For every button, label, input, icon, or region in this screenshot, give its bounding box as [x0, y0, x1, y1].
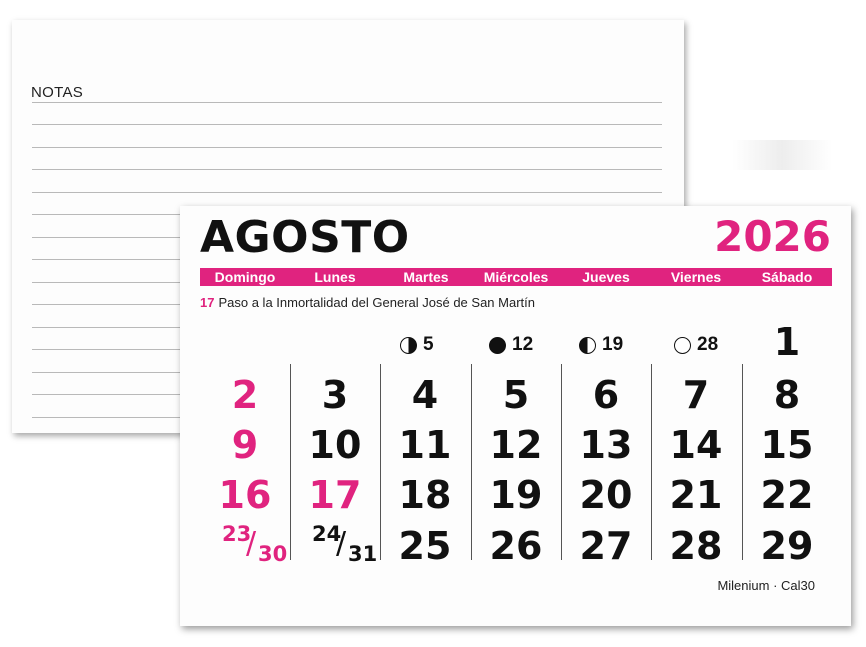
moon-phase [400, 334, 434, 356]
first-quarter-moon-icon [400, 337, 417, 354]
weekday-label: Viernes [670, 269, 722, 285]
full-moon-icon [674, 337, 691, 354]
date-cell: 1 [773, 320, 801, 364]
background-smudge [732, 140, 832, 170]
holiday-day: 17 [200, 295, 215, 310]
holiday-note [200, 295, 535, 310]
date-cell: 8 [773, 373, 801, 417]
brand-label: Milenium · Cal30 [717, 578, 815, 593]
notes-line [32, 102, 662, 103]
month-title: AGOSTO [200, 212, 410, 263]
date-cell: 20 [579, 473, 633, 517]
moon-phase-day: 12 [512, 334, 534, 355]
date-separator: / [336, 526, 347, 561]
notes-line [32, 192, 662, 193]
new-moon-icon [489, 337, 506, 354]
calendar-card [180, 206, 851, 626]
date-cell: 25 [398, 524, 452, 568]
weekday-label: Sábado [761, 269, 813, 285]
date-cell: 29 [760, 524, 814, 568]
date-cell: 13 [579, 423, 633, 467]
notes-line [32, 124, 662, 125]
notes-line [32, 147, 662, 148]
weekday-label: Domingo [214, 269, 276, 285]
weekday-header [200, 268, 832, 286]
date-cell: 22 [760, 473, 814, 517]
date-number: 30 [258, 542, 288, 566]
holiday-text: Paso a la Inmortalidad del General José de San Martín [218, 295, 535, 310]
moon-phase-day: 28 [697, 334, 719, 355]
date-number: 23 [222, 522, 252, 546]
date-cell: 12 [489, 423, 543, 467]
date-cell: 4 [411, 373, 439, 417]
date-cell-combined [290, 522, 380, 572]
weekday-label: Jueves [582, 269, 630, 285]
date-cell: 28 [669, 524, 723, 568]
weekday-label: Miércoles [483, 269, 549, 285]
date-cell: 26 [489, 524, 543, 568]
date-cell: 9 [231, 423, 259, 467]
year-title: 2026 [714, 212, 831, 261]
date-cell: 5 [502, 373, 530, 417]
weekday-label: Lunes [314, 269, 356, 285]
date-cell: 3 [321, 373, 349, 417]
date-number: 31 [348, 542, 378, 566]
date-separator: / [246, 526, 257, 561]
date-cell: 17 [308, 473, 362, 517]
date-cell: 27 [579, 524, 633, 568]
date-cell: 6 [592, 373, 620, 417]
date-cell: 16 [218, 473, 272, 517]
date-cell: 21 [669, 473, 723, 517]
moon-phase [579, 334, 623, 356]
date-cell: 7 [682, 373, 710, 417]
date-cell: 11 [398, 423, 452, 467]
moon-phase-day: 19 [602, 334, 624, 355]
date-cell: 2 [231, 373, 259, 417]
date-cell: 19 [489, 473, 543, 517]
moon-phase [674, 334, 718, 356]
last-quarter-moon-icon [579, 337, 596, 354]
date-cell-combined [200, 522, 290, 572]
date-cell: 15 [760, 423, 814, 467]
moon-phase-day: 5 [423, 334, 434, 355]
moon-phase [489, 334, 533, 356]
date-cell: 10 [308, 423, 362, 467]
notes-title: NOTAS [31, 84, 84, 101]
notes-line [32, 169, 662, 170]
date-number: 24 [312, 522, 342, 546]
date-cell: 14 [669, 423, 723, 467]
date-cell: 18 [398, 473, 452, 517]
weekday-label: Martes [403, 269, 449, 285]
